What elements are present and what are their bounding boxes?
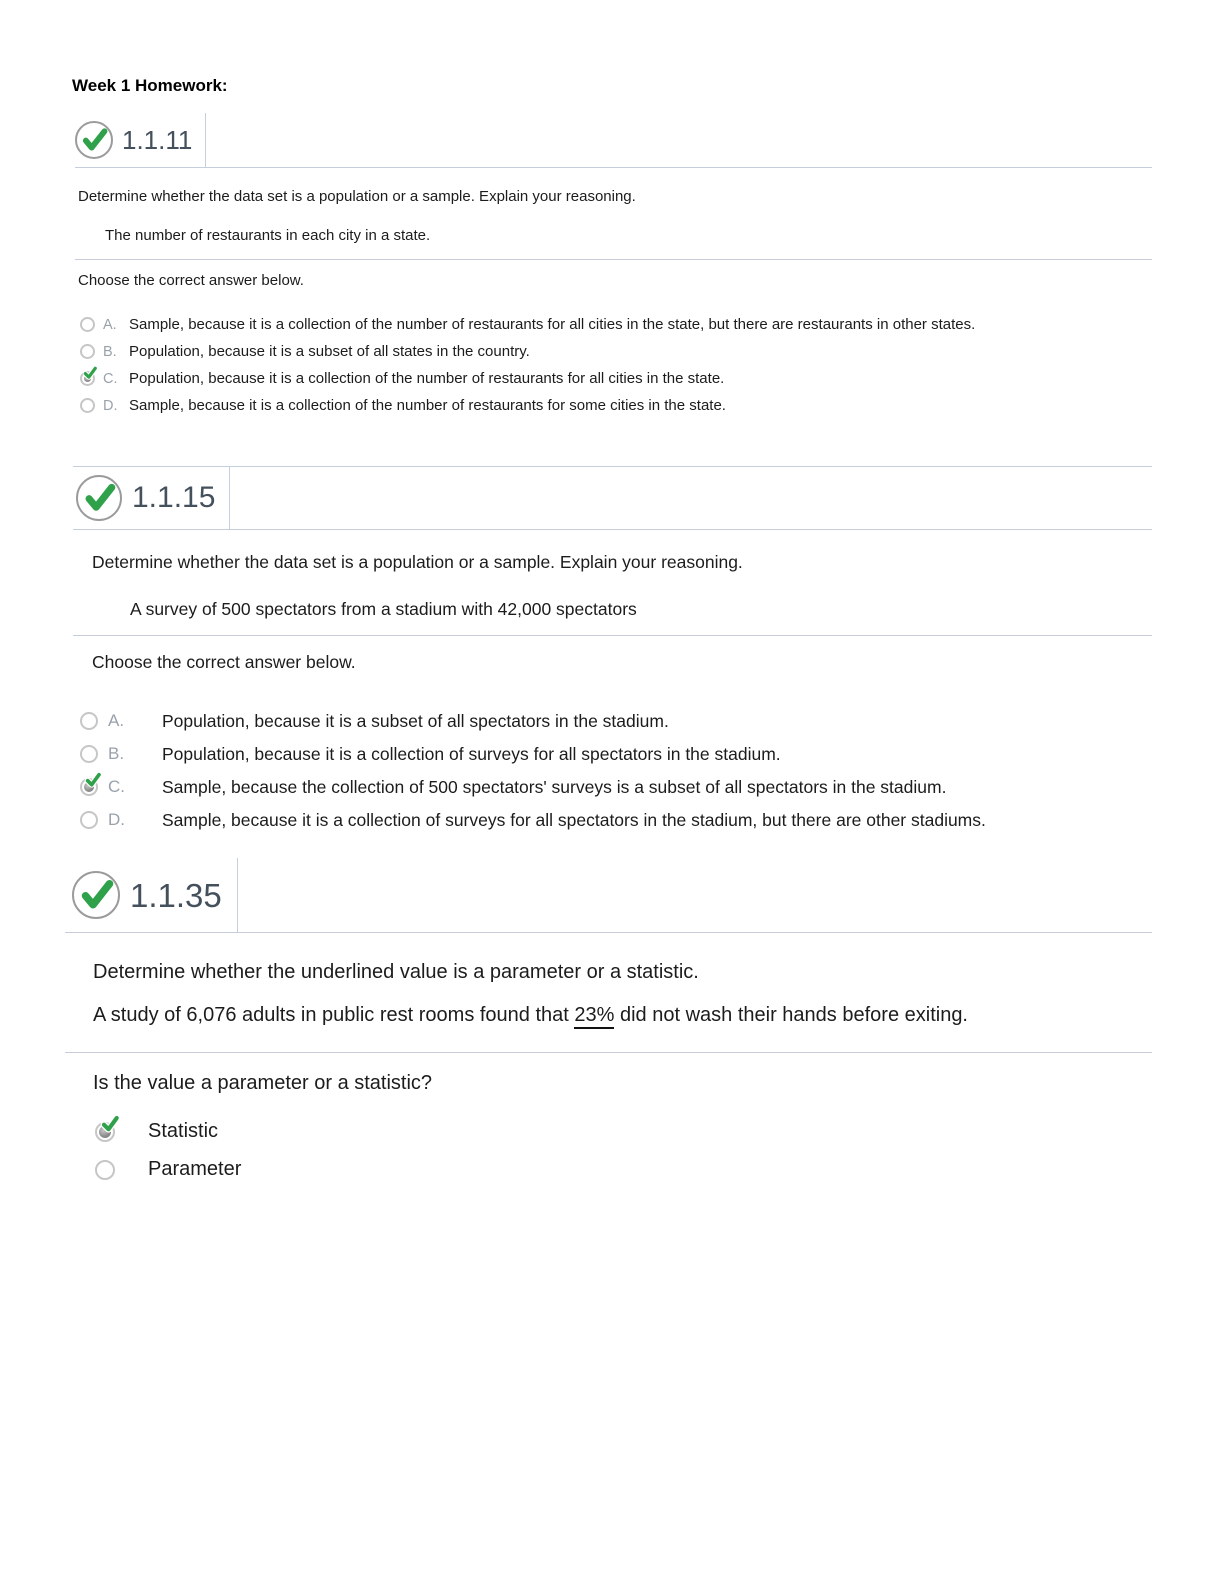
question-1-1-35 (65, 858, 1152, 1196)
option-text: Parameter (148, 1158, 242, 1180)
option-letter: B. (108, 744, 125, 764)
correct-check-icon (75, 121, 113, 159)
option-c[interactable] (80, 777, 1152, 798)
green-check-icon (83, 366, 97, 380)
option-letter: A. (108, 711, 125, 731)
option-parameter[interactable] (95, 1158, 1152, 1181)
option-a[interactable] (80, 316, 1152, 333)
option-text: Sample, because it is a collection of surveys for all spectators in the stadium, but there are other stadiums. (162, 809, 986, 830)
radio-option-b[interactable] (80, 344, 95, 359)
question-instruction: Choose the correct answer below. (92, 651, 356, 672)
option-a[interactable] (80, 711, 1152, 732)
question-number[interactable]: 1.1.35 (130, 876, 222, 914)
option-text: Sample, because it is a collection of the number of restaurants for all cities in the state, but there are restaurants in other states. (129, 316, 976, 334)
option-text: Population, because it is a collection of the number of restaurants for all cities in the state. (129, 370, 725, 388)
option-letter: D. (108, 810, 125, 830)
question-header (73, 466, 1152, 530)
radio-option-c-selected[interactable] (80, 778, 98, 796)
question-1-1-11 (75, 113, 1152, 424)
question-header (75, 113, 1152, 168)
correct-check-icon (76, 475, 122, 521)
question-subject: A study of 6,076 adults in public rest rooms found that 23% did not wash their hands before exiting. (93, 1003, 1152, 1028)
divider (65, 1052, 1152, 1053)
question-subject: A survey of 500 spectators from a stadium with 42,000 spectators (130, 598, 637, 619)
option-d[interactable] (80, 397, 1152, 414)
answer-options (80, 711, 1152, 831)
option-text: Population, because it is a subset of all states in the country. (129, 343, 530, 361)
header-divider (237, 858, 238, 932)
header-divider (229, 467, 230, 529)
header-divider (205, 113, 206, 167)
question-prompt: Determine whether the data set is a population or a sample. Explain your reasoning. (92, 552, 743, 572)
option-text: Sample, because the collection of 500 spectators' surveys is a subset of all spectators in the stadium. (162, 776, 947, 797)
radio-option-d[interactable] (80, 398, 95, 413)
answer-options (80, 316, 1152, 414)
option-text: Sample, because it is a collection of the number of restaurants for some cities in the state. (129, 397, 726, 415)
radio-parameter[interactable] (95, 1160, 115, 1180)
radio-option-c-selected[interactable] (80, 371, 95, 386)
option-letter: C. (108, 777, 125, 797)
divider (75, 259, 1152, 260)
option-d[interactable] (80, 810, 1152, 831)
question-number[interactable]: 1.1.11 (122, 125, 193, 155)
option-text: Statistic (148, 1120, 219, 1142)
page-title: Week 1 Homework: (72, 76, 228, 95)
radio-option-d[interactable] (80, 811, 98, 829)
question-number[interactable]: 1.1.15 (132, 481, 216, 514)
question-header (65, 858, 1152, 933)
question-instruction: Choose the correct answer below. (78, 271, 304, 289)
option-c[interactable] (80, 370, 1152, 387)
question-prompt: Determine whether the data set is a population or a sample. Explain your reasoning. (78, 188, 636, 205)
option-letter: D. (103, 397, 118, 414)
answer-options (95, 1120, 1152, 1181)
option-text: Population, because it is a collection of surveys for all spectators in the stadium. (162, 743, 781, 764)
option-text: Population, because it is a subset of all spectators in the stadium. (162, 710, 669, 731)
option-letter: A. (103, 316, 117, 333)
radio-option-a[interactable] (80, 712, 98, 730)
correct-check-icon (72, 871, 120, 919)
question-prompt: Determine whether the underlined value is a parameter or a statistic. (93, 961, 699, 983)
question-instruction: Is the value a parameter or a statistic? (93, 1072, 433, 1094)
radio-option-a[interactable] (80, 317, 95, 332)
green-check-icon (85, 772, 101, 788)
divider (73, 635, 1152, 636)
option-statistic[interactable] (95, 1120, 1152, 1143)
radio-option-b[interactable] (80, 745, 98, 763)
question-1-1-15 (73, 466, 1152, 843)
green-check-icon (101, 1115, 119, 1133)
option-b[interactable] (80, 343, 1152, 360)
option-letter: C. (103, 370, 118, 387)
option-b[interactable] (80, 744, 1152, 765)
radio-statistic-selected[interactable] (95, 1122, 115, 1142)
question-subject: The number of restaurants in each city in a state. (105, 226, 431, 244)
underlined-value: 23% (574, 1004, 614, 1029)
option-letter: B. (103, 343, 117, 360)
